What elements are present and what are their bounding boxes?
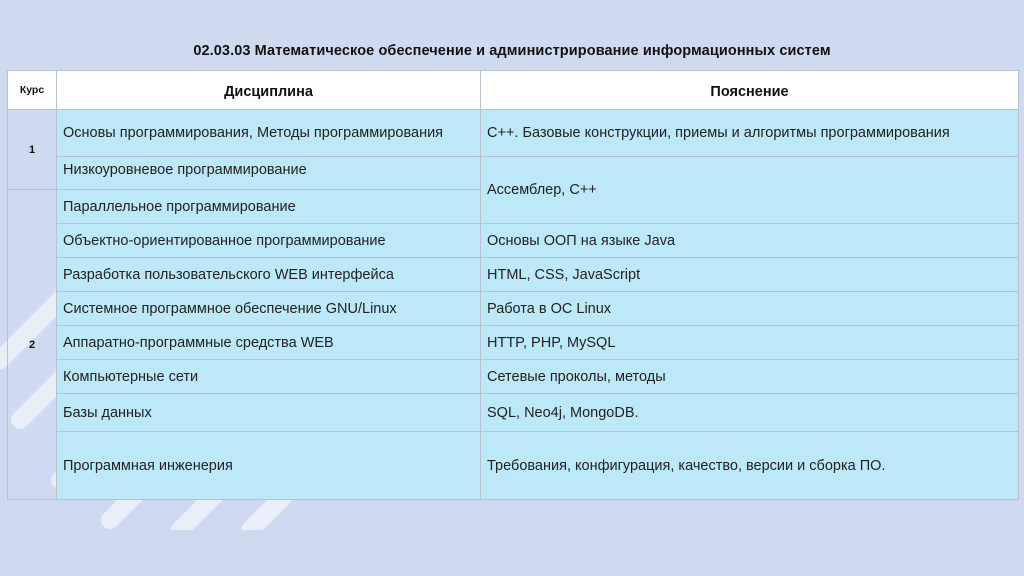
discipline-cell: Программная инженерия [57, 432, 481, 500]
table-row [8, 292, 1019, 326]
table-row [8, 110, 1019, 157]
discipline-cell: Аппаратно-программные средства WEB [57, 326, 481, 360]
discipline-cell: Базы данных [57, 394, 481, 432]
explanation-cell: С++. Базовые конструкции, приемы и алгоритмы программирования [481, 110, 1019, 157]
explanation-cell: HTTP, PHP, MySQL [481, 326, 1019, 360]
table-header-row [8, 71, 1019, 110]
table-row [8, 432, 1019, 500]
explanation-cell: SQL, Neo4j, MongoDB. [481, 394, 1019, 432]
course-cell: 1 [8, 110, 57, 190]
course-cell: 2 [8, 190, 57, 500]
table-row [8, 224, 1019, 258]
table-row [8, 258, 1019, 292]
explanation-cell: Основы ООП на языке Java [481, 224, 1019, 258]
curriculum-table [7, 70, 1019, 500]
explanation-cell: Ассемблер, С++ [481, 157, 1019, 224]
discipline-cell: Системное программное обеспечение GNU/Linux [57, 292, 481, 326]
slide-title: 02.03.03 Математическое обеспечение и администрирование информационных систем [193, 43, 831, 59]
explanation-cell: Работа в ОС Linux [481, 292, 1019, 326]
discipline-column-header: Дисциплина [57, 71, 481, 110]
explanation-column-header: Пояснение [481, 71, 1019, 110]
discipline-cell: Параллельное программирование [57, 190, 481, 224]
course-column-header: Курс [8, 71, 57, 110]
explanation-cell: Требования, конфигурация, качество, версии и сборка ПО. [481, 432, 1019, 500]
table-row [8, 360, 1019, 394]
table-row [8, 394, 1019, 432]
explanation-cell: HTML, CSS, JavaScript [481, 258, 1019, 292]
discipline-cell: Низкоуровневое программирование [57, 157, 481, 190]
discipline-cell: Разработка пользовательского WEB интерфейса [57, 258, 481, 292]
discipline-cell: Основы программирования, Методы программирования [57, 110, 481, 157]
discipline-cell: Объектно-ориентированное программирование [57, 224, 481, 258]
table-row [8, 157, 1019, 190]
table-row [8, 326, 1019, 360]
discipline-cell: Компьютерные сети [57, 360, 481, 394]
explanation-cell: Сетевые проколы, методы [481, 360, 1019, 394]
